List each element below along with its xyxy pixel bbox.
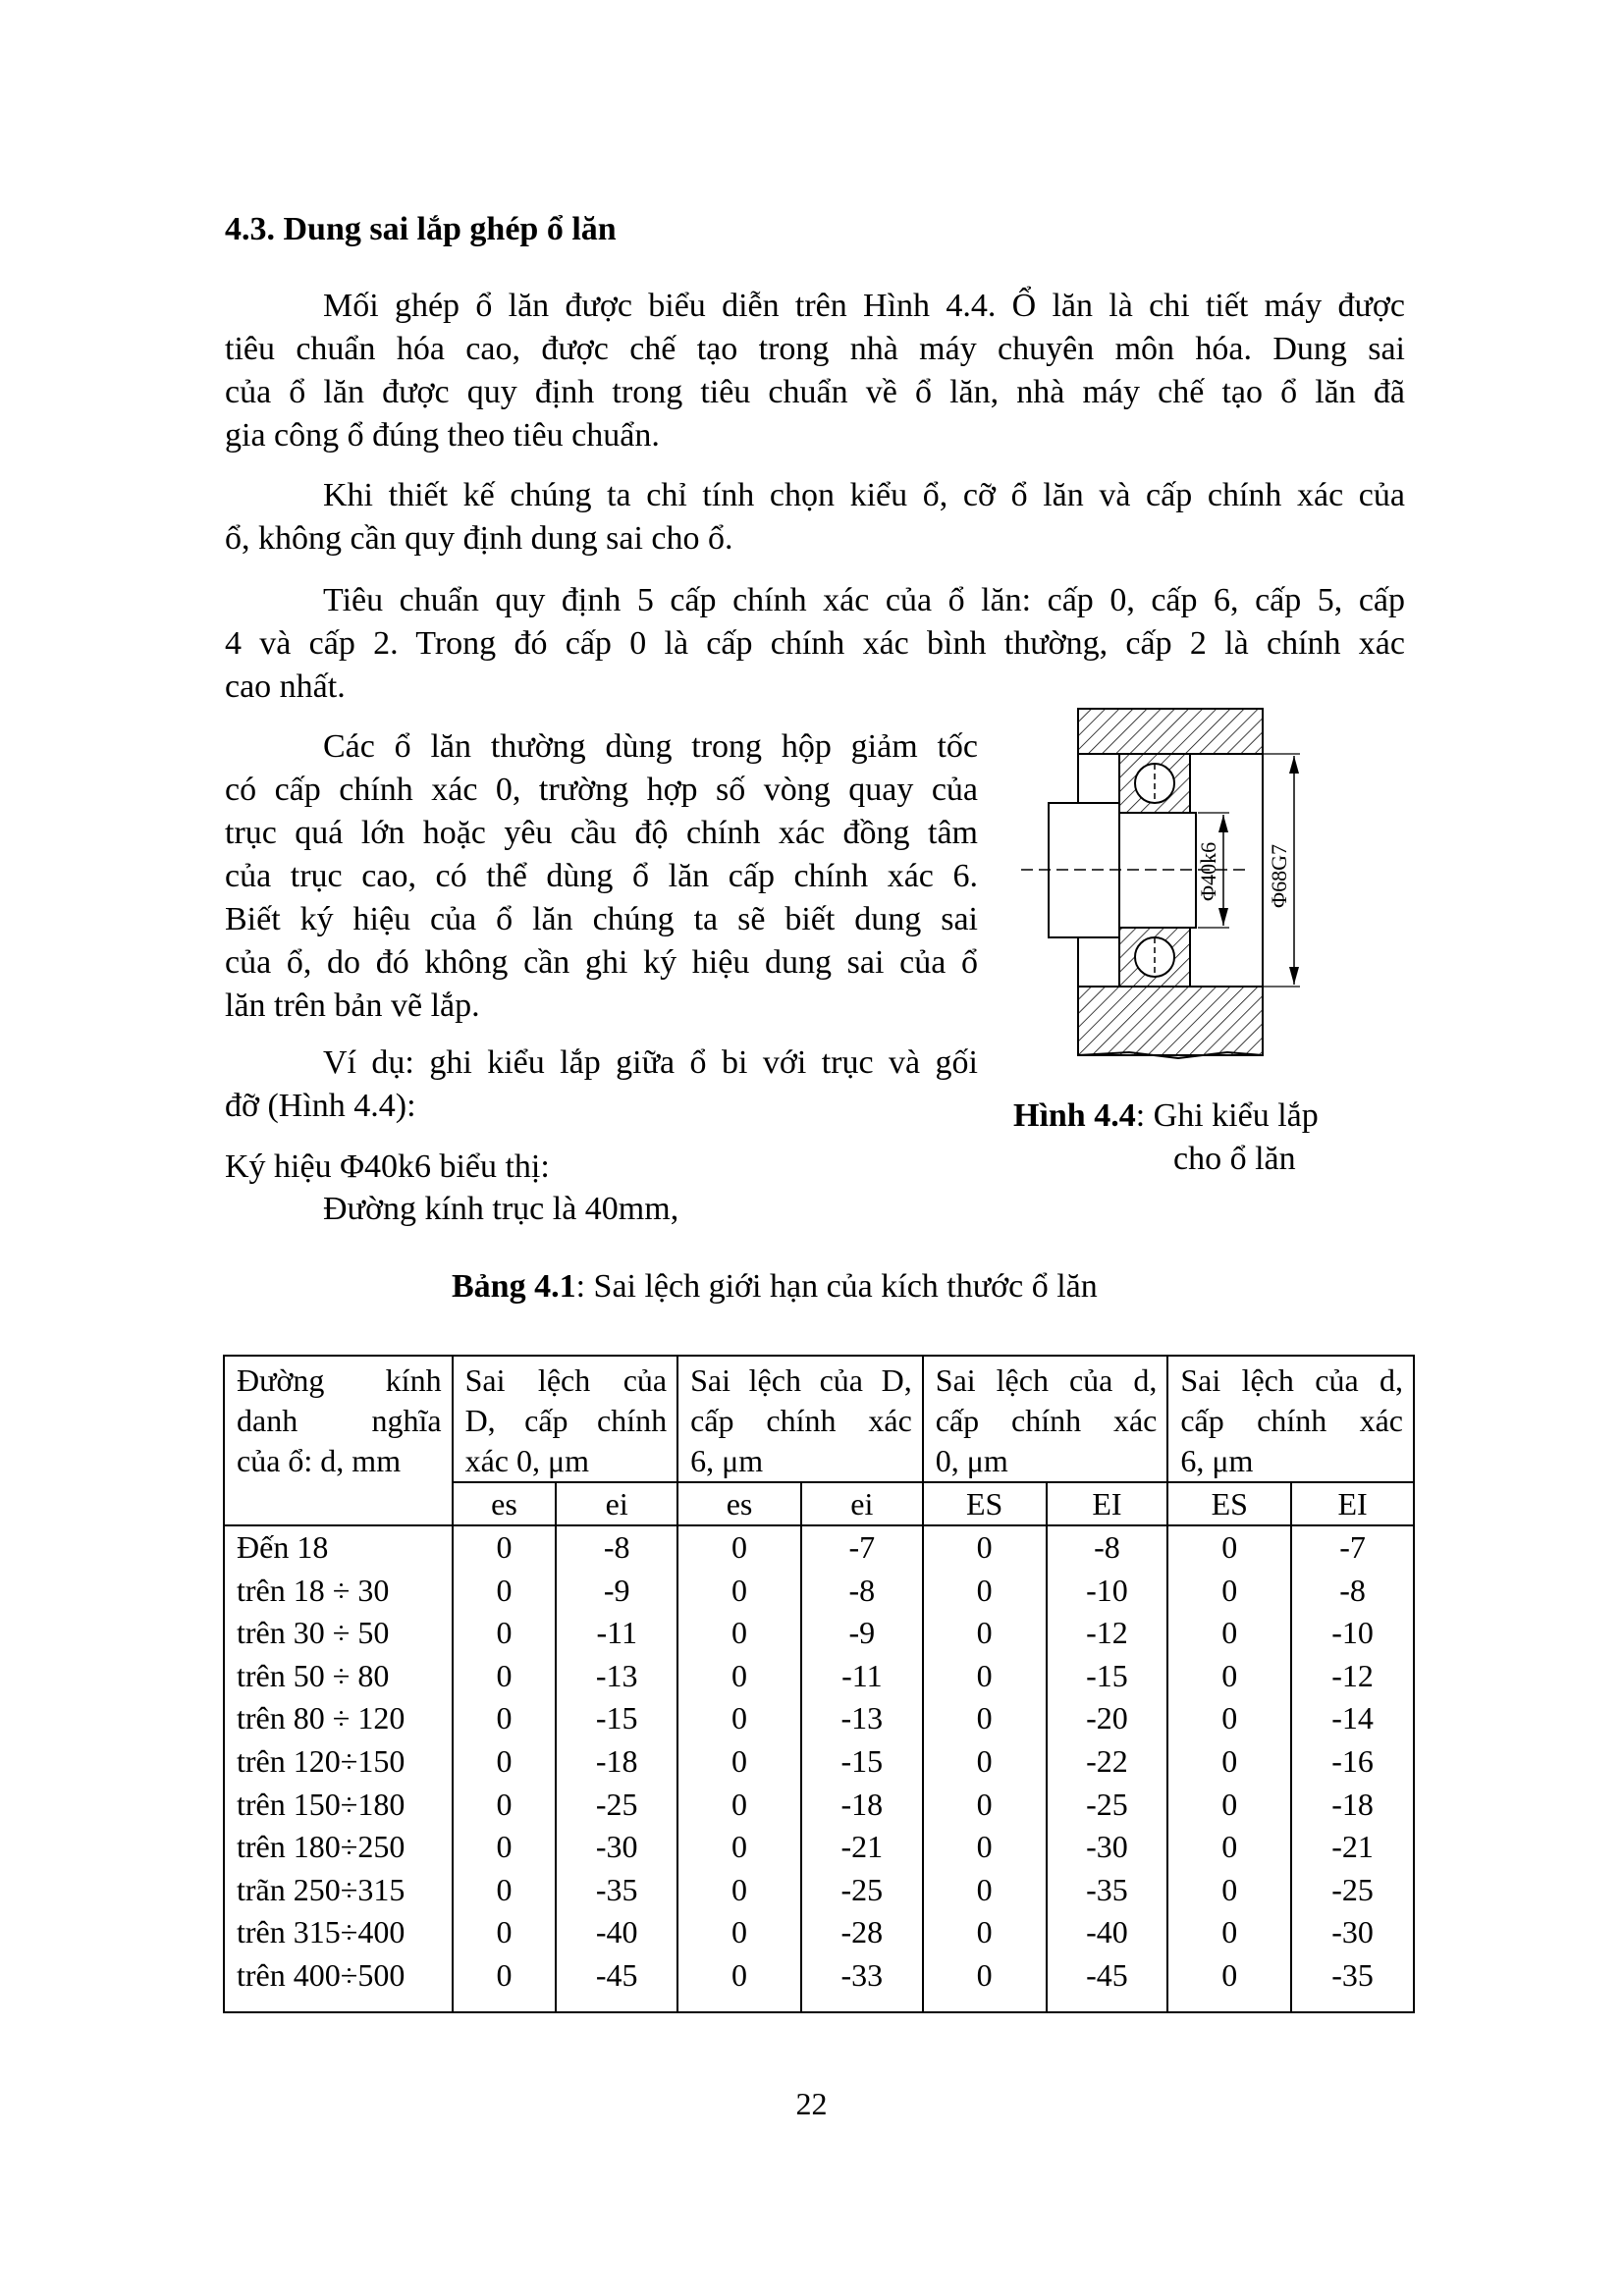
table-cell: -30 — [595, 1829, 638, 1865]
table-cell: -10 — [1086, 1572, 1128, 1608]
table-cell: 0 — [976, 1700, 993, 1736]
table-cell: 0 — [731, 1700, 748, 1736]
housing-dimension-label: Φ68G7 — [1267, 844, 1291, 908]
table-cell: -28 — [840, 1914, 884, 1950]
table-cell: 0 — [496, 1700, 513, 1736]
paragraph-line: trục quá lớn hoặc yêu cầu độ chính xác đồng tâm — [225, 815, 978, 851]
table-cell: 0 — [976, 1829, 993, 1865]
table-column — [677, 1525, 801, 2012]
table-title — [452, 1268, 1098, 1306]
table-header-row — [224, 1356, 1414, 1482]
header-line: xác 0, μm — [464, 1443, 590, 1478]
table-cell: -7 — [848, 1529, 876, 1565]
table-cell: -25 — [595, 1786, 638, 1822]
row-label: trên 150÷180 — [237, 1786, 406, 1822]
header-line: Sai lệch của d, — [935, 1362, 1158, 1398]
table-cell: 0 — [731, 1742, 748, 1779]
subheader-cell: es — [677, 1482, 801, 1525]
table-cell: -35 — [595, 1871, 638, 1907]
header-line: 6, μm — [1180, 1443, 1254, 1478]
table-cell: 0 — [731, 1829, 748, 1865]
table-cell: 0 — [496, 1657, 513, 1693]
paragraph-line: lăn trên bản vẽ lắp. — [225, 988, 480, 1024]
table-cell: 0 — [731, 1956, 748, 1993]
table-cell: 0 — [976, 1914, 993, 1950]
paragraph-line: 4 và cấp 2. Trong đó cấp 0 là cấp chính xác bình thường, cấp 2 là chính xác — [225, 625, 1405, 662]
header-diameter — [224, 1356, 453, 1525]
figure-caption — [1013, 1097, 1319, 1135]
row-label: trãn 250÷315 — [237, 1871, 406, 1907]
figure-caption-line1: : Ghi kiểu lắp — [1135, 1097, 1319, 1134]
header-line: Sai lệch của D, — [690, 1362, 912, 1398]
table-cell: 0 — [1221, 1572, 1238, 1608]
deviation-table — [223, 1355, 1415, 2013]
table-cell: 0 — [1221, 1956, 1238, 1993]
table-cell: -40 — [595, 1914, 638, 1950]
table-cell: 0 — [1221, 1742, 1238, 1779]
subheader-cell: ei — [801, 1482, 923, 1525]
header-line: Sai lệch của — [464, 1362, 668, 1398]
shaft-dimension-label: Φ40k6 — [1196, 841, 1220, 901]
table-cell: -14 — [1331, 1700, 1374, 1736]
table-cell: -9 — [848, 1615, 876, 1651]
paragraph-line: cao nhất. — [225, 668, 346, 705]
row-label: trên 400÷500 — [237, 1956, 406, 1993]
paragraph-line: Tiêu chuẩn quy định 5 cấp chính xác của ổ lăn: cấp 0, cấp 6, cấp 5, cấp — [323, 582, 1405, 618]
table-cell: 0 — [1221, 1529, 1238, 1565]
figure-label: Hình 4.4 — [1013, 1097, 1136, 1134]
row-label: trên 30 ÷ 50 — [237, 1615, 390, 1651]
table-cell: 0 — [731, 1914, 748, 1950]
table-cell: 0 — [1221, 1615, 1238, 1651]
paragraph-4 — [225, 725, 978, 1028]
header-line: Đường kính — [237, 1362, 442, 1398]
table-cell: 0 — [731, 1615, 748, 1651]
subheader-cell: EI — [1291, 1482, 1414, 1525]
header-group-2 — [677, 1356, 923, 1482]
header-line: Sai lệch của d, — [1180, 1362, 1403, 1398]
table-cell: -22 — [1086, 1742, 1128, 1779]
table-cell: 0 — [496, 1956, 513, 1993]
row-label: Đến 18 — [237, 1529, 329, 1565]
table-cell: 0 — [731, 1657, 748, 1693]
table-cell: -45 — [1086, 1956, 1128, 1993]
table-cell: 0 — [496, 1572, 513, 1608]
table-cell: 0 — [496, 1829, 513, 1865]
subheader-cell: EI — [1047, 1482, 1168, 1525]
table-cell: 0 — [976, 1786, 993, 1822]
header-line: D, cấp chính — [464, 1403, 668, 1438]
paragraph-line: Các ổ lăn thường dùng trong hộp giảm tốc — [323, 728, 978, 765]
paragraph-line: của ổ, do đó không cần ghi ký hiệu dung sai của ổ — [225, 944, 978, 981]
table-cell: -9 — [603, 1572, 630, 1608]
table-cell: -13 — [840, 1700, 884, 1736]
table-cell: -25 — [1331, 1871, 1374, 1907]
table-cell: 0 — [976, 1742, 993, 1779]
paragraph-line: ổ, không cần quy định dung sai cho ổ. — [225, 520, 733, 557]
table-cell: 0 — [731, 1786, 748, 1822]
table-cell: 0 — [1221, 1786, 1238, 1822]
header-line: cấp chính xác — [1180, 1403, 1403, 1438]
table-column — [453, 1525, 557, 2012]
table-cell: 0 — [496, 1742, 513, 1779]
table-cell: -8 — [603, 1529, 630, 1565]
table-column — [1047, 1525, 1168, 2012]
header-line: danh nghĩa — [237, 1403, 442, 1438]
paragraph-line: tiêu chuẩn hóa cao, được chế tạo trong nhà máy chuyên môn hóa. Dung sai — [225, 331, 1405, 367]
row-label: trên 18 ÷ 30 — [237, 1572, 390, 1608]
table-cell: -35 — [1331, 1956, 1374, 1993]
table-cell: -30 — [1331, 1914, 1374, 1950]
table-cell: 0 — [1221, 1657, 1238, 1693]
housing-top — [1078, 709, 1263, 754]
table-cell: -8 — [1339, 1572, 1366, 1608]
table-cell: -15 — [840, 1742, 884, 1779]
bearing-bottom — [1119, 928, 1190, 987]
table-cell: -13 — [595, 1657, 638, 1693]
header-line: cấp chính xác — [935, 1403, 1158, 1438]
table-cell: 0 — [976, 1657, 993, 1693]
table-cell: -33 — [840, 1956, 884, 1993]
paragraph-2 — [225, 474, 1405, 561]
table-cell: -18 — [1331, 1786, 1374, 1822]
header-group-1 — [453, 1356, 678, 1482]
housing-bottom — [1078, 987, 1263, 1055]
table-cell: 0 — [731, 1572, 748, 1608]
table-column-diameter — [224, 1525, 453, 2012]
paragraph-line: Mối ghép ổ lăn được biểu diễn trên Hình 4.4. Ổ lăn là chi tiết máy được — [323, 288, 1405, 324]
row-label: trên 80 ÷ 120 — [237, 1700, 406, 1736]
table-label: Bảng 4.1 — [452, 1268, 576, 1305]
header-line: 6, μm — [690, 1443, 764, 1478]
table-cell: 0 — [731, 1529, 748, 1565]
page-number: 22 — [795, 2086, 828, 2121]
table-cell: 0 — [731, 1871, 748, 1907]
table-cell: -12 — [1331, 1657, 1374, 1693]
bearing-fit-drawing — [1001, 687, 1335, 1070]
table-cell: -20 — [1086, 1700, 1128, 1736]
table-cell: -11 — [841, 1657, 883, 1693]
table-column — [923, 1525, 1047, 2012]
table-cell: -25 — [1086, 1786, 1128, 1822]
table-cell: -35 — [1086, 1871, 1128, 1907]
table-cell: -21 — [840, 1829, 884, 1865]
table-cell: -7 — [1339, 1529, 1366, 1565]
table-cell: -40 — [1086, 1914, 1128, 1950]
table-cell: -12 — [1086, 1615, 1128, 1651]
paragraph-line: có cấp chính xác 0, trường hợp số vòng quay của — [225, 772, 978, 808]
bearing-top — [1119, 754, 1190, 813]
table-title-text: : Sai lệch giới hạn của kích thước ổ lăn — [575, 1268, 1098, 1305]
header-line: 0, μm — [935, 1443, 1008, 1478]
paragraph-line: Khi thiết kế chúng ta chỉ tính chọn kiểu ổ, cỡ ổ lăn và cấp chính xác của — [323, 477, 1405, 513]
paragraph-5 — [225, 1041, 978, 1128]
paragraph-line: Ví dụ: ghi kiểu lắp giữa ổ bi với trục và gối — [323, 1044, 978, 1081]
table-cell: 0 — [496, 1786, 513, 1822]
table-cell: 0 — [1221, 1700, 1238, 1736]
header-group-4 — [1167, 1356, 1414, 1482]
table-cell: 0 — [496, 1529, 513, 1565]
table-cell: -15 — [1086, 1657, 1128, 1693]
table-column — [1291, 1525, 1414, 2012]
paragraph-1 — [225, 285, 1405, 457]
paragraph-line: Biết ký hiệu của ổ lăn chúng ta sẽ biết dung sai — [225, 901, 978, 937]
table-cell: 0 — [496, 1914, 513, 1950]
table-cell: 0 — [496, 1615, 513, 1651]
row-label: trên 315÷400 — [237, 1914, 406, 1950]
housing-dimension — [1263, 754, 1300, 987]
table-cell: 0 — [1221, 1914, 1238, 1950]
subheader-cell: ES — [1167, 1482, 1291, 1525]
subheader-cell: ES — [923, 1482, 1047, 1525]
table-cell: -16 — [1331, 1742, 1374, 1779]
table-cell: -25 — [840, 1871, 884, 1907]
header-line: của ổ: d, mm — [237, 1443, 402, 1478]
subheader-cell: ei — [556, 1482, 677, 1525]
header-line: cấp chính xác — [690, 1403, 912, 1438]
paragraph-6: Ký hiệu Φ40k6 biểu thị: — [225, 1148, 550, 1185]
table-cell: 0 — [1221, 1829, 1238, 1865]
table-cell: -11 — [596, 1615, 637, 1651]
table-column — [1167, 1525, 1291, 2012]
table-column — [801, 1525, 923, 2012]
table-cell: -18 — [595, 1742, 638, 1779]
paragraph-line: của trục cao, có thể dùng ổ lăn cấp chính xác 6. — [225, 858, 978, 894]
table-cell: 0 — [976, 1572, 993, 1608]
row-label: trên 180÷250 — [237, 1829, 406, 1865]
table-cell: 0 — [976, 1871, 993, 1907]
row-label: trên 50 ÷ 80 — [237, 1657, 390, 1693]
table-cell: -45 — [595, 1956, 638, 1993]
table-cell: -10 — [1331, 1615, 1374, 1651]
table-cell: 0 — [976, 1956, 993, 1993]
section-heading: 4.3. Dung sai lắp ghép ổ lăn — [225, 211, 617, 247]
row-label: trên 120÷150 — [237, 1742, 406, 1779]
table-cell: -21 — [1331, 1829, 1374, 1865]
table-column — [556, 1525, 677, 2012]
paragraph-line: của ổ lăn được quy định trong tiêu chuẩn về ổ lăn, nhà máy chế tạo ổ lăn đã — [225, 374, 1405, 410]
table-cell: -18 — [840, 1786, 884, 1822]
header-group-3 — [923, 1356, 1168, 1482]
paragraph-line: gia công ổ đúng theo tiêu chuẩn. — [225, 417, 660, 454]
table-cell: -8 — [848, 1572, 876, 1608]
table-cell: -15 — [595, 1700, 638, 1736]
table-cell: -8 — [1094, 1529, 1120, 1565]
table-cell: 0 — [496, 1871, 513, 1907]
subheader-cell: es — [453, 1482, 557, 1525]
paragraph-line: đỡ (Hình 4.4): — [225, 1088, 416, 1124]
table-cell: -30 — [1086, 1829, 1128, 1865]
table-cell: 0 — [1221, 1871, 1238, 1907]
table-body-row — [224, 1525, 1414, 2012]
paragraph-7: Đường kính trục là 40mm, — [323, 1191, 679, 1227]
table-cell: 0 — [976, 1529, 993, 1565]
figure-caption-line2: cho ổ lăn — [1173, 1141, 1296, 1177]
table-cell: 0 — [976, 1615, 993, 1651]
